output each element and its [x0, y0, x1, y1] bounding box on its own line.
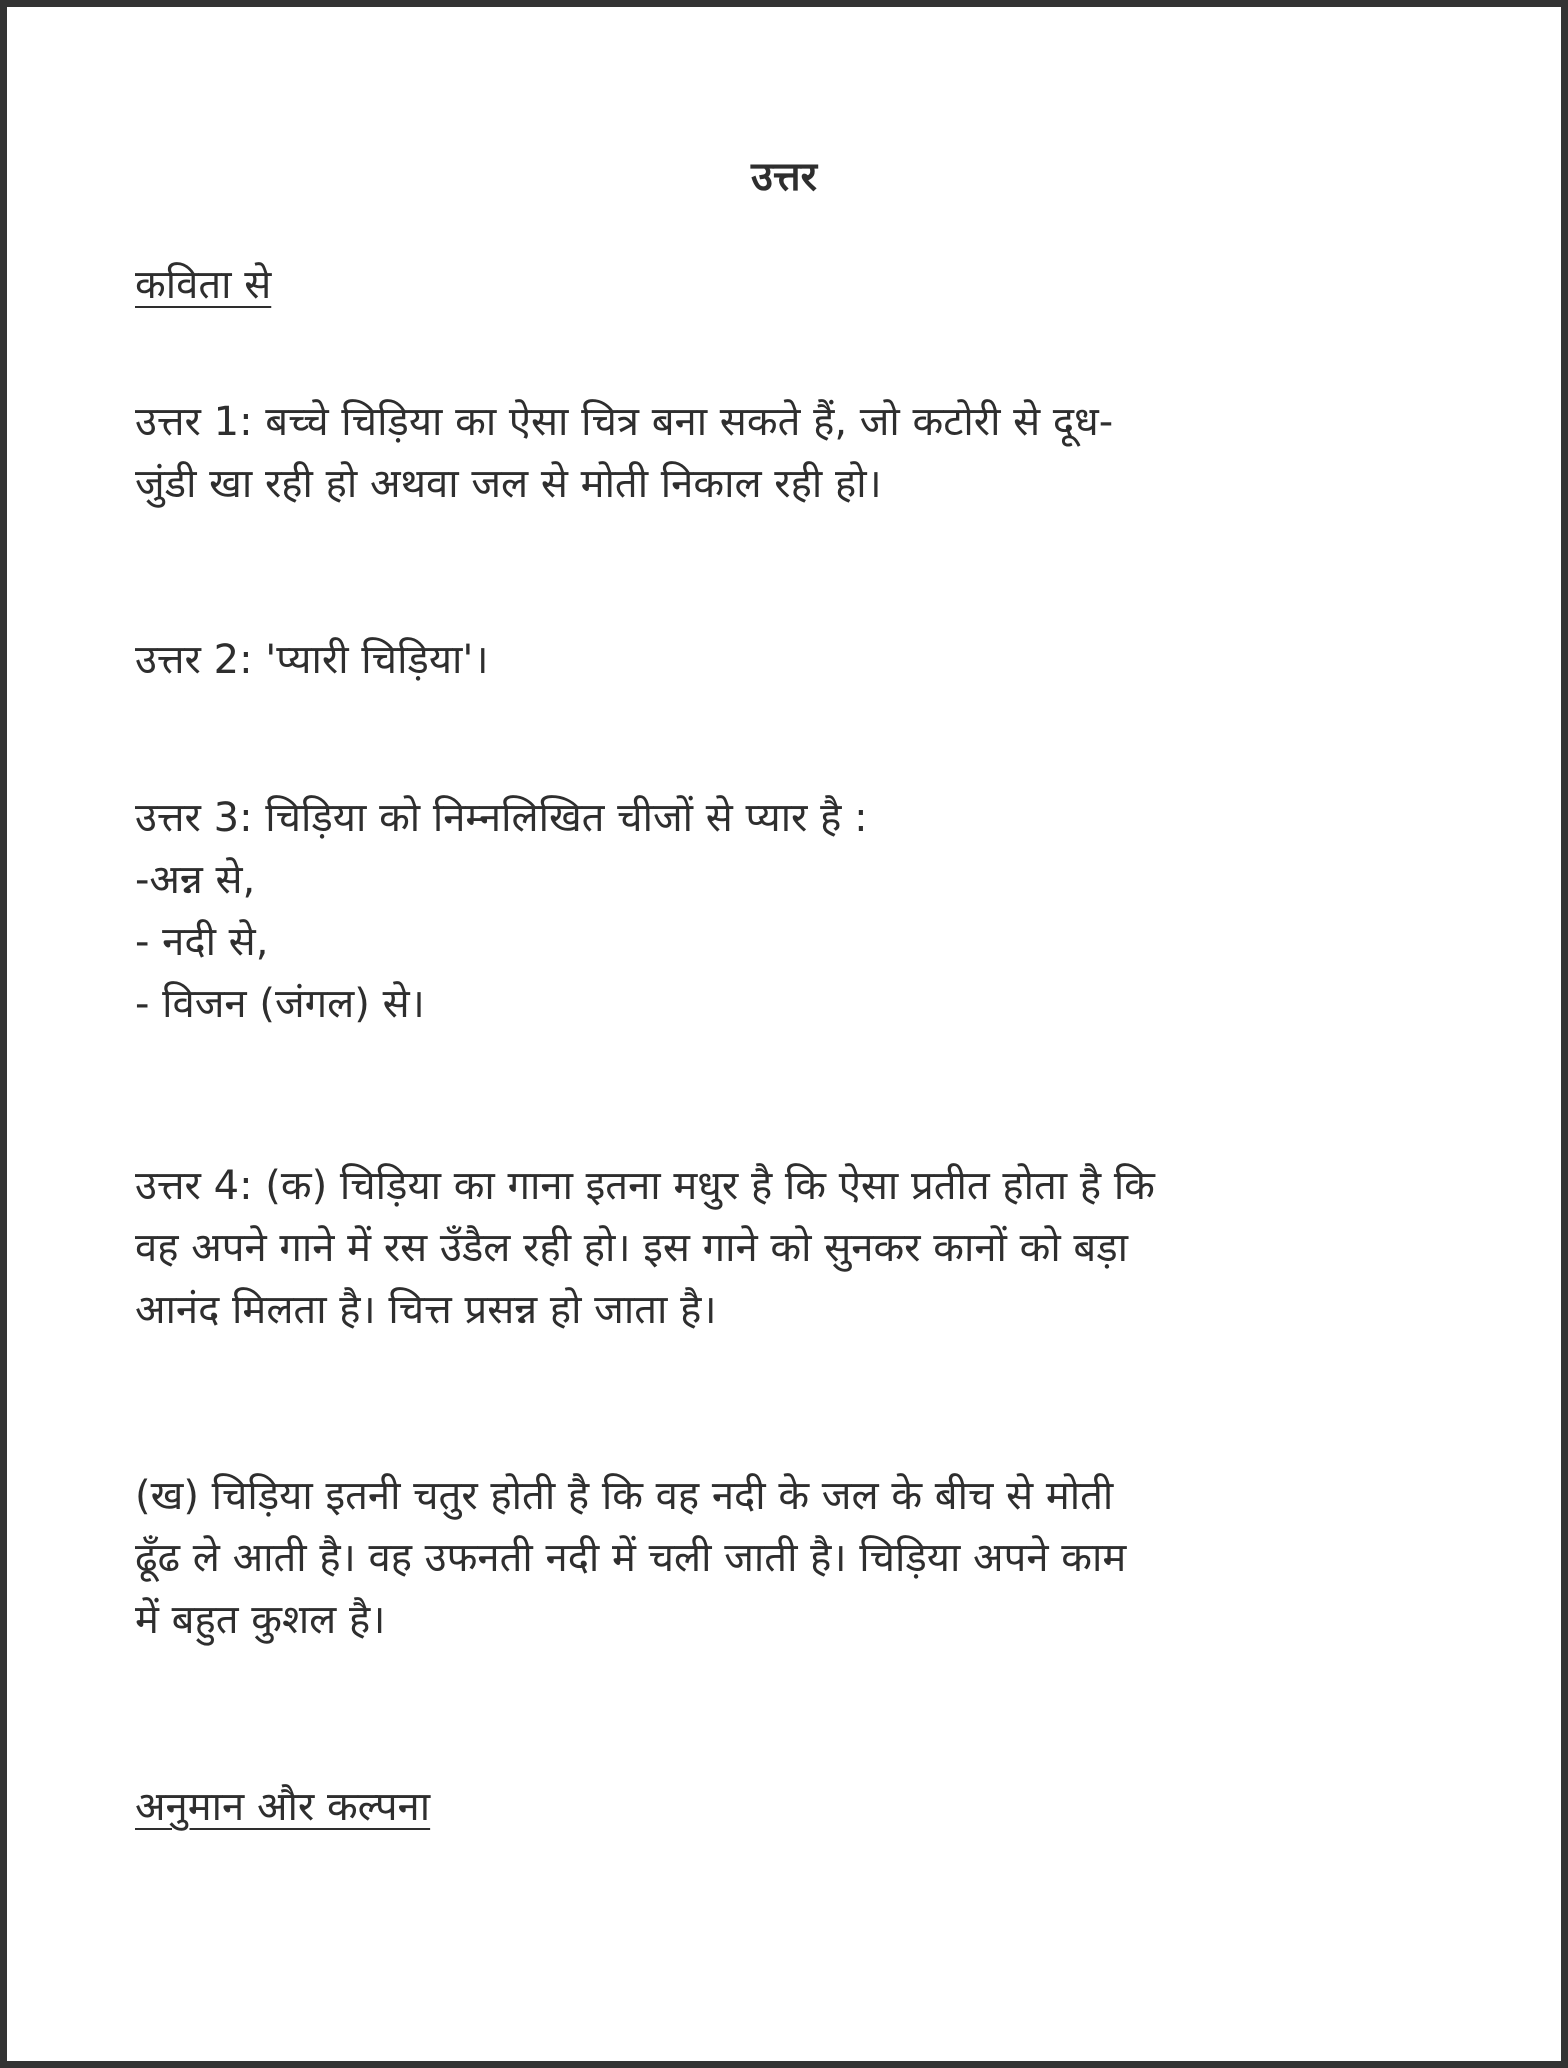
section-heading-anuman-aur-kalpana: अनुमान और कल्पना [135, 1784, 431, 1830]
answer-3-list-item-3: - विजन (जंगल) से। [135, 981, 425, 1027]
answer-4kha-line-2: ढूँढ ले आती है। वह उफनती नदी में चली जाती है। चिड़िया अपने काम [135, 1535, 1127, 1581]
answer-4ka-line-3: आनंद मिलता है। चित्त प्रसन्न हो जाता है। [135, 1287, 717, 1333]
page-title: उत्तर [751, 154, 817, 200]
document-page [7, 7, 1561, 2061]
answer-4ka-line-2: वह अपने गाने में रस उँडैल रही हो। इस गाने को सुनकर कानों को बड़ा [135, 1225, 1129, 1271]
answer-2-line-1: उत्तर 2: 'प्यारी चिड़िया'। [135, 637, 489, 683]
answer-3-list-item-2: - नदी से, [135, 919, 269, 965]
answer-4kha-line-1: (ख) चिड़िया इतनी चतुर होती है कि वह नदी के जल के बीच से मोती [135, 1473, 1114, 1519]
answer-4ka-line-1: उत्तर 4: (क) चिड़िया का गाना इतना मधुर है कि ऐसा प्रतीत होता है कि [135, 1163, 1155, 1209]
answer-3 [135, 787, 1465, 1035]
answer-3-line-1: उत्तर 3: चिड़िया को निम्नलिखित चीजों से प्यार है : [135, 795, 868, 841]
answer-4-part-kha [135, 1465, 1465, 1651]
answer-3-list-item-1: -अन्न से, [135, 857, 256, 903]
answer-1-line-2: जुंडी खा रही हो अथवा जल से मोती निकाल रही हो। [135, 461, 882, 507]
answer-1-line-1: उत्तर 1: बच्चे चिड़िया का ऐसा चित्र बना सकते हैं, जो कटोरी से दूध- [135, 399, 1114, 445]
section-heading-kavita-se: कविता से [135, 262, 272, 308]
answer-1 [135, 391, 1465, 515]
answer-4-part-ka [135, 1155, 1465, 1341]
answer-2 [135, 629, 1465, 691]
answer-4kha-line-3: में बहुत कुशल है। [135, 1597, 386, 1643]
